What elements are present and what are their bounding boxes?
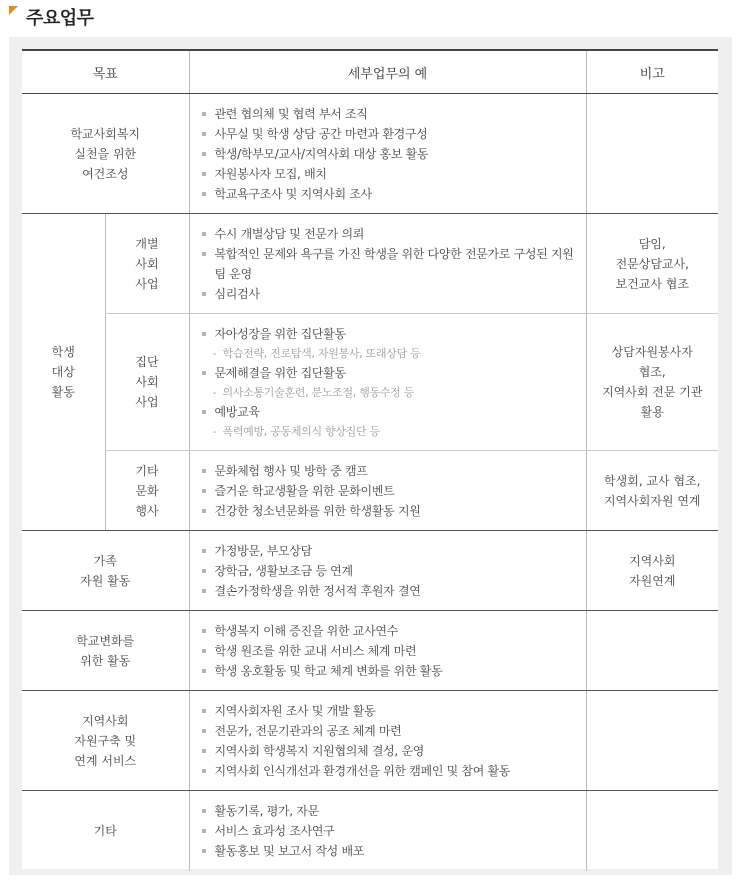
list-item: 건강한 청소년문화를 위한 학생활동 지원 (201, 501, 585, 521)
note-cell (586, 691, 718, 791)
list-item: 지역사회 인식개선과 환경개선을 위한 캠페인 및 참여 활동 (201, 761, 585, 781)
list-item: 복합적인 문제와 욕구를 가진 학생을 위한 다양한 전문가로 구성된 지원팀 운영 (201, 244, 585, 284)
tasks-cell (189, 314, 586, 451)
list-item: 학생 원조를 위한 교내 서비스 체계 마련 (201, 641, 585, 661)
list-subitem: - 폭력예방, 공동체의식 향상집단 등 (201, 422, 585, 441)
goal-cell: 기타 (93, 823, 117, 838)
list-item: 수시 개별상담 및 전문가 의뢰 (201, 224, 585, 244)
goal-cell: 가족 자원 활동 (22, 531, 189, 611)
note-cell (586, 791, 718, 871)
header-goal: 목표 (22, 50, 189, 94)
list-item: 문제해결을 위한 집단활동 (201, 363, 585, 383)
list-item: 활동기록, 평가, 자문 (201, 801, 585, 821)
list-item: 지역사회자원 조사 및 개발 활동 (201, 701, 585, 721)
list-item: 자아성장을 위한 집단활동 (201, 324, 585, 344)
list-item: 활동홍보 및 보고서 작성 배포 (201, 841, 585, 861)
list-item: 학생/학부모/교사/지역사회 대상 홍보 활동 (201, 144, 585, 164)
note-cell: 학생회, 교사 협조, 지역사회자원 연계 (586, 451, 718, 531)
title-marker-icon (9, 6, 18, 15)
list-item: 서비스 효과성 조사연구 (201, 821, 585, 841)
list-subitem: - 의사소통기술훈련, 분노조절, 행동수정 등 (201, 383, 585, 402)
list-item: 관련 협의체 및 협력 부서 조직 (201, 104, 585, 124)
table-row (22, 214, 718, 314)
list-item: 학생 옹호활동 및 학교 체계 변화를 위한 활동 (201, 661, 585, 681)
tasks-cell (189, 691, 586, 791)
table-row (22, 611, 718, 691)
list-item: 문화체험 행사 및 방학 중 캠프 (201, 461, 585, 481)
list-item: 학교욕구조사 및 지역사회 조사 (201, 184, 585, 204)
list-item: 자원봉사자 모집, 배치 (201, 164, 585, 184)
table-row (22, 451, 718, 531)
tasks-cell (189, 214, 586, 314)
goal-cell: 학교변화를 위한 활동 (22, 611, 189, 691)
header-tasks: 세부업무의 예 (189, 50, 586, 94)
note-cell: 지역사회 자원연계 (586, 531, 718, 611)
list-item: 심리검사 (201, 284, 585, 304)
goal-cell-student: 학생 대상 활동 (22, 214, 105, 531)
note-cell: 상담자원봉사자 협조, 지역사회 전문 기관 활용 (586, 314, 718, 451)
tasks-cell (189, 94, 586, 214)
list-item: 학생복지 이해 증진을 위한 교사연수 (201, 621, 585, 641)
list-item: 장학금, 생활보조금 등 연계 (201, 561, 585, 581)
list-subitem: - 학습전략, 진로탐색, 자원봉사, 또래상담 등 (201, 344, 585, 363)
subgoal-cell: 집단 사회 사업 (105, 314, 189, 451)
tasks-cell (189, 791, 586, 871)
subgoal-cell: 기타 문화 행사 (105, 451, 189, 531)
goal-cell: 학교사회복지 실천을 위한 여건조성 (22, 94, 189, 214)
page-title: 주요업무 (26, 8, 94, 29)
note-cell (586, 94, 718, 214)
section-header (0, 0, 742, 36)
list-item: 예방교육 (201, 402, 585, 422)
note-cell: 담임, 전문상담교사, 보건교사 협조 (586, 214, 718, 314)
list-item: 즐거운 학교생활을 위한 문화이벤트 (201, 481, 585, 501)
tasks-cell (189, 531, 586, 611)
note-cell (586, 611, 718, 691)
goal-cell: 지역사회 자원구축 및 연계 서비스 (22, 691, 189, 791)
list-item: 지역사회 학생복지 지원협의체 결성, 운영 (201, 741, 585, 761)
tasks-cell (189, 611, 586, 691)
list-item: 가정방문, 부모상담 (201, 541, 585, 561)
subgoal-cell: 개별 사회 사업 (105, 214, 189, 314)
header-note: 비고 (586, 50, 718, 94)
list-item: 사무실 및 학생 상담 공간 마련과 환경구성 (201, 124, 585, 144)
table-row (22, 314, 718, 451)
table-row (22, 94, 718, 214)
list-item: 전문가, 전문기관과의 공조 체계 마련 (201, 721, 585, 741)
duties-table (22, 49, 718, 871)
list-item: 결손가정학생을 위한 정서적 후원자 결연 (201, 581, 585, 601)
tasks-cell (189, 451, 586, 531)
table-row (22, 691, 718, 791)
table-row (22, 531, 718, 611)
table-row (22, 791, 718, 871)
